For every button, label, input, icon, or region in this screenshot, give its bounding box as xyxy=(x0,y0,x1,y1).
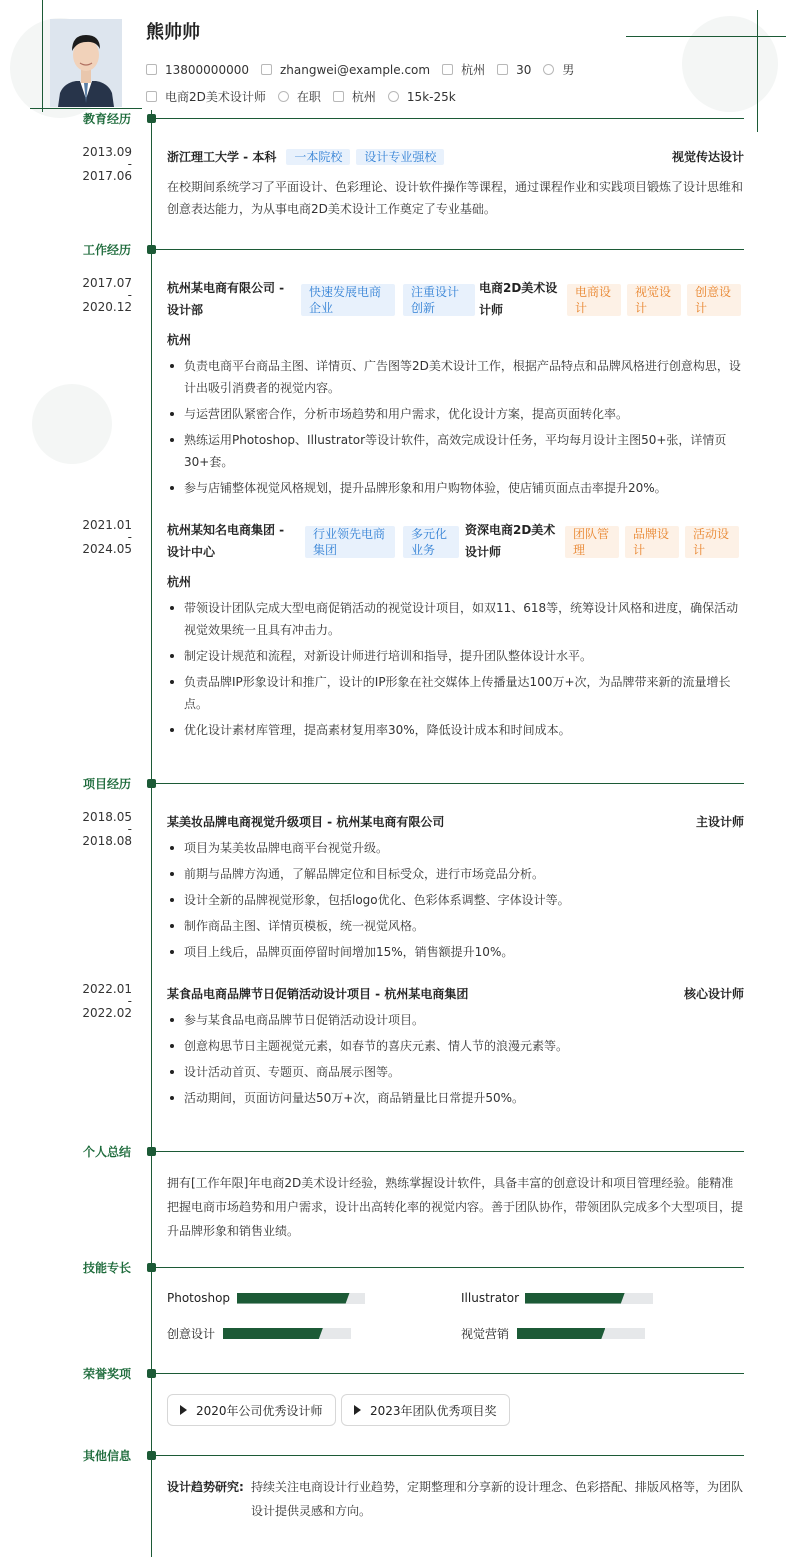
mail-icon xyxy=(261,64,272,75)
project-role: 核心设计师 xyxy=(683,987,744,1001)
other-text: 持续关注电商设计行业趋势，定期整理和分享新的设计理念、色彩搭配、排版风格等，为团队设计提供灵感和方向。 xyxy=(251,1480,744,1518)
work-entry xyxy=(167,519,744,741)
date-range: 2021.01 - 2024.05 xyxy=(82,518,132,556)
skill-bar-fill xyxy=(517,1328,605,1339)
role-tag: 团队管理 xyxy=(565,526,619,558)
project-header xyxy=(167,811,744,833)
list-item: 前期与品牌方沟通，了解品牌定位和目标受众，进行市场竞品分析。 xyxy=(167,863,744,885)
section-title-honors: 荣誉奖项 xyxy=(82,1367,131,1381)
role-tag: 品牌设计 xyxy=(625,526,679,558)
work-entry xyxy=(167,277,744,499)
phone-number: 13800000000 xyxy=(165,62,249,77)
triangle-icon xyxy=(354,1405,361,1415)
skill-bar xyxy=(525,1293,653,1304)
job-role: 资深电商2D美术设计师 xyxy=(465,523,556,559)
project-entry xyxy=(167,983,744,1109)
role-tag: 活动设计 xyxy=(685,526,739,558)
education-description: 在校期间系统学习了平面设计、色彩理论、设计软件操作等课程，通过课程作业和实践项目锻炼了设计思维和创意表达能力，为从事电商2D美术设计工作奠定了专业基础。 xyxy=(167,180,744,216)
building-icon xyxy=(333,91,344,102)
honor-label: 2020年公司优秀设计师 xyxy=(196,1403,323,1418)
project-header xyxy=(167,983,744,1005)
role-tag: 创意设计 xyxy=(687,284,741,316)
company-tag: 注重设计创新 xyxy=(403,284,475,316)
company-tag: 多元化业务 xyxy=(403,526,459,558)
section-divider xyxy=(156,1373,744,1374)
skill-bar-fill xyxy=(237,1293,350,1304)
honor-chip xyxy=(167,1394,336,1426)
project-title: 某美妆品牌电商视觉升级项目 - 杭州某电商有限公司 xyxy=(167,815,445,829)
list-item: 负责品牌IP形象设计和推广，设计的IP形象在社交媒体上传播量达100万+次，为品牌带来新的流量增长点。 xyxy=(167,671,744,715)
education-header xyxy=(167,146,744,168)
section-dot xyxy=(147,1263,156,1272)
summary-text: 拥有[工作年限]年电商2D美术设计经验，熟练掌握设计软件，具备丰富的创意设计和项目管理经验。能精准把握电商市场趋势和用户需求，设计出高转化率的视觉内容。善于团队协作，带领团队完成多个大型项目，提升品牌形象和销售业绩。 xyxy=(167,1176,744,1238)
section-divider xyxy=(156,1455,744,1456)
list-item: 负责电商平台商品主图、详情页、广告图等2D美术设计工作，根据产品特点和品牌风格进行创意构思，设计出吸引消费者的视觉内容。 xyxy=(167,355,744,399)
work-bullets xyxy=(167,355,744,499)
deco-line-right-horizontal xyxy=(626,36,786,37)
date-range: 2022.01 - 2022.02 xyxy=(82,982,132,1020)
list-item: 制定设计规范和流程，对新设计师进行培训和指导，提升团队整体设计水平。 xyxy=(167,645,744,667)
salary-icon xyxy=(388,91,399,102)
contact-row xyxy=(146,61,586,78)
project-title: 某食品电商品牌节日促销活动设计项目 - 杭州某电商集团 xyxy=(167,987,469,1001)
role-tag: 电商设计 xyxy=(567,284,621,316)
section-divider xyxy=(156,1151,744,1152)
section-divider xyxy=(156,249,744,250)
status-icon xyxy=(278,91,289,102)
company-name: 杭州某知名电商集团 - 设计中心 xyxy=(167,523,285,559)
timeline-line xyxy=(151,110,152,1557)
employment-status: 在职 xyxy=(296,90,321,104)
city: 杭州 xyxy=(461,63,486,77)
section-dot xyxy=(147,1369,156,1378)
list-item: 熟练运用Photoshop、Illustrator等设计软件，高效完成设计任务，平均每月设计主图50+张，详情页30+套。 xyxy=(167,429,744,473)
phone-icon xyxy=(146,64,157,75)
skill-name: Illustrator xyxy=(461,1291,520,1305)
skill-bar-fill xyxy=(223,1328,323,1339)
company-tag: 快速发展电商企业 xyxy=(301,284,395,316)
section-title-work: 工作经历 xyxy=(82,243,131,257)
list-item: 参与某食品电商品牌节日促销活动设计项目。 xyxy=(167,1009,744,1031)
skill-name: 创意设计 xyxy=(167,1327,216,1341)
age: 30 xyxy=(516,62,532,77)
school-tag: 设计专业强校 xyxy=(356,149,444,165)
skill-name: 视觉营销 xyxy=(461,1327,510,1341)
honor-chip xyxy=(341,1394,510,1426)
date-range: 2017.07 - 2020.12 xyxy=(82,276,132,314)
profile-photo xyxy=(50,19,122,107)
skill-item xyxy=(461,1291,653,1305)
skill-item xyxy=(461,1325,645,1342)
home-icon xyxy=(442,64,453,75)
company-name: 杭州某电商有限公司 - 设计部 xyxy=(167,281,285,317)
target-city: 杭州 xyxy=(351,90,376,104)
email-address: zhangwei@example.com xyxy=(279,62,431,77)
work-header xyxy=(167,277,744,321)
work-header xyxy=(167,519,744,563)
age-icon xyxy=(497,64,508,75)
list-item: 项目为某美妆品牌电商平台视觉升级。 xyxy=(167,837,744,859)
skill-item xyxy=(167,1325,351,1342)
list-item: 项目上线后，品牌页面停留时间增加15%，销售额提升10%。 xyxy=(167,941,744,963)
date-range: 2013.09 - 2017.06 xyxy=(82,145,132,183)
gender: 男 xyxy=(562,63,575,77)
expected-salary: 15k-25k xyxy=(406,89,456,104)
section-dot xyxy=(147,1451,156,1460)
section-dot xyxy=(147,779,156,788)
skill-item xyxy=(167,1291,365,1305)
section-title-education: 教育经历 xyxy=(82,112,131,126)
school-name: 浙江理工大学 - 本科 xyxy=(167,150,277,164)
section-title-summary: 个人总结 xyxy=(82,1145,131,1159)
section-dot xyxy=(147,245,156,254)
section-title-other: 其他信息 xyxy=(82,1449,131,1463)
school-tag: 一本院校 xyxy=(286,149,350,165)
deco-line-right-vertical xyxy=(757,10,758,132)
section-dot xyxy=(147,114,156,123)
list-item: 与运营团队紧密合作，分析市场趋势和用户需求，优化设计方案，提高页面转化率。 xyxy=(167,403,744,425)
deco-line-left-horizontal xyxy=(30,108,142,109)
section-title-projects: 项目经历 xyxy=(82,777,131,791)
triangle-icon xyxy=(180,1405,187,1415)
skill-bar xyxy=(237,1293,365,1304)
education-entry xyxy=(167,146,744,220)
list-item: 活动期间，页面访问量达50万+次，商品销量比日常提升50%。 xyxy=(167,1087,744,1109)
list-item: 参与店铺整体视觉风格规划，提升品牌形象和用户购物体验，使店铺页面点击率提升20%。 xyxy=(167,477,744,499)
job-title: 电商2D美术设计师 xyxy=(165,90,266,104)
skill-name: Photoshop xyxy=(167,1291,231,1305)
job-role: 电商2D美术设计师 xyxy=(479,281,558,317)
candidate-name: 熊帅帅 xyxy=(146,22,200,43)
project-bullets xyxy=(167,1009,744,1109)
honor-label: 2023年团队优秀项目奖 xyxy=(370,1403,497,1418)
date-range: 2018.05 - 2018.08 xyxy=(82,810,132,848)
section-divider xyxy=(156,1267,744,1268)
skill-bar xyxy=(517,1328,645,1339)
gender-icon xyxy=(543,64,554,75)
deco-line-left-vertical xyxy=(42,0,43,112)
company-tag: 行业领先电商集团 xyxy=(305,526,395,558)
list-item: 制作商品主图、详情页模板，统一视觉风格。 xyxy=(167,915,744,937)
list-item: 带领设计团队完成大型电商促销活动的视觉设计项目，如双11、618等，统筹设计风格和进度，确保活动视觉效果统一且具有冲击力。 xyxy=(167,597,744,641)
send-icon xyxy=(146,91,157,102)
project-role: 主设计师 xyxy=(695,815,744,829)
list-item: 设计全新的品牌视觉形象，包括logo优化、色彩体系调整、字体设计等。 xyxy=(167,889,744,911)
work-bullets xyxy=(167,597,744,741)
work-city: 杭州 xyxy=(167,575,192,589)
other-info xyxy=(167,1475,744,1523)
role-tag: 视觉设计 xyxy=(627,284,681,316)
major: 视觉传达设计 xyxy=(671,150,744,164)
section-divider xyxy=(156,783,744,784)
list-item: 创意构思节日主题视觉元素，如春节的喜庆元素、情人节的浪漫元素等。 xyxy=(167,1035,744,1057)
list-item: 优化设计素材库管理，提高素材复用率30%，降低设计成本和时间成本。 xyxy=(167,719,744,741)
bg-circle-top-right xyxy=(682,16,778,112)
section-title-skills: 技能专长 xyxy=(82,1261,131,1275)
work-city: 杭州 xyxy=(167,333,192,347)
intent-row xyxy=(146,88,468,105)
bg-circle-left xyxy=(32,384,112,464)
skill-bar-fill xyxy=(525,1293,625,1304)
section-dot xyxy=(147,1147,156,1156)
skill-bar xyxy=(223,1328,351,1339)
project-bullets xyxy=(167,837,744,963)
project-entry xyxy=(167,811,744,963)
other-label: 设计趋势研究: xyxy=(167,1480,244,1494)
section-divider xyxy=(156,118,744,119)
list-item: 设计活动首页、专题页、商品展示图等。 xyxy=(167,1061,744,1083)
